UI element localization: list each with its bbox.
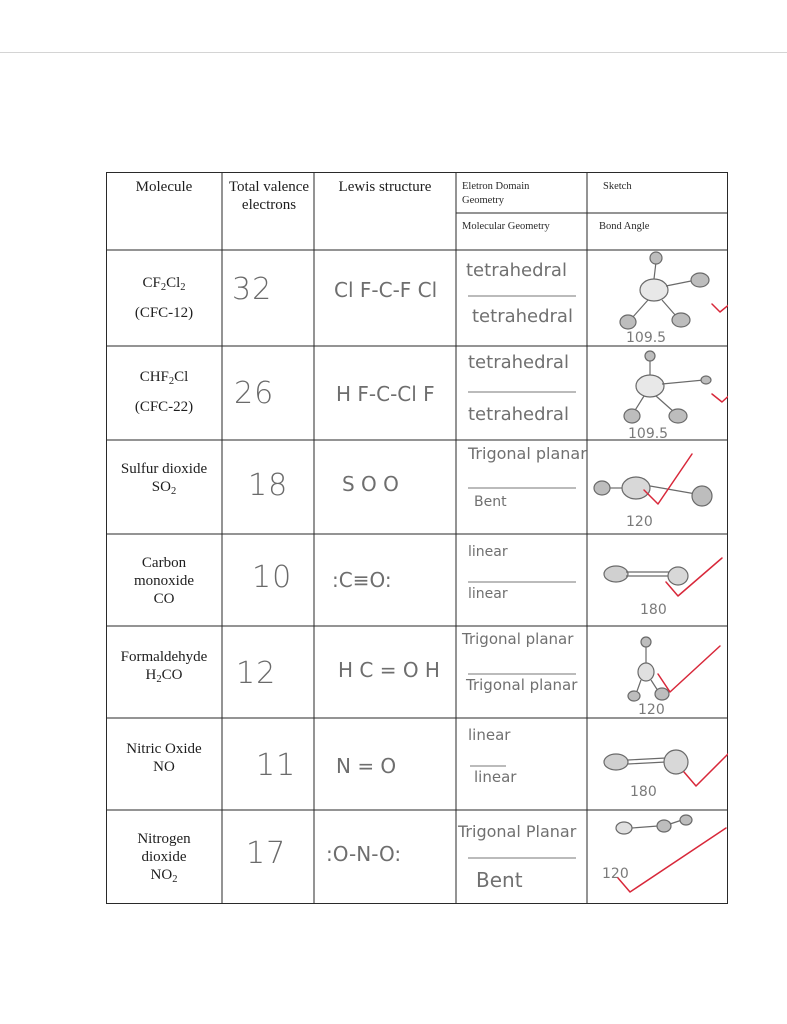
- molecular-geometry: tetrahedral: [472, 306, 573, 327]
- electron-domain-geometry: Trigonal Planar: [458, 822, 577, 841]
- electron-domain-geometry: tetrahedral: [468, 352, 569, 373]
- electron-domain-geometry: linear: [468, 544, 508, 560]
- valence-count: 32: [232, 272, 273, 307]
- electron-domain-geometry: tetrahedral: [466, 260, 567, 281]
- check-mark-5: [658, 646, 720, 692]
- molecule-name: $CHF_2Cl$ (CFC-22): [134, 369, 194, 415]
- sketch-cf2cl2: [620, 252, 709, 329]
- valence-count: 11: [256, 748, 297, 783]
- molecular-geometry: Trigonal planar: [466, 676, 578, 694]
- sketch-h2co: [628, 637, 669, 701]
- molecule-name: $CF_2Cl_2$ (CFC-12): [134, 275, 194, 321]
- sketch-no2: [616, 815, 692, 834]
- lewis-structure: :O-N-O:: [326, 842, 402, 866]
- check-mark-1: [712, 294, 728, 312]
- electron-domain-geometry: linear: [468, 726, 511, 744]
- scan-page-edge: [0, 52, 787, 53]
- header-molecule: Molecule: [135, 179, 193, 195]
- bond-angle: 180: [630, 784, 657, 800]
- lewis-structure: N = O: [336, 754, 397, 778]
- sketch-co: [604, 566, 688, 585]
- molecule-name: Carbon monoxide CO: [134, 555, 194, 607]
- bond-angle: 109.5: [626, 330, 667, 346]
- molecular-geometry: Bent: [474, 494, 507, 510]
- molecule-name: Sulfur dioxide $SO_2$: [120, 461, 208, 497]
- bond-angle: 109.5: [628, 426, 669, 442]
- valence-count: 12: [236, 656, 277, 691]
- molecule-name: Nitrogen dioxide $NO_2$: [137, 831, 191, 885]
- sketch-so2: [594, 477, 712, 506]
- sketch-no: [604, 750, 688, 774]
- bond-angle: 180: [640, 602, 667, 618]
- worksheet-table: [106, 172, 728, 904]
- lewis-structure: Cl F-C-F Cl: [334, 278, 438, 302]
- molecular-geometry: linear: [468, 586, 508, 602]
- lewis-structure: :C≡O:: [332, 568, 392, 592]
- bond-angle: 120: [638, 702, 665, 718]
- molecular-geometry: tetrahedral: [468, 404, 569, 425]
- bond-angle: 120: [626, 514, 653, 530]
- valence-count: 18: [248, 468, 289, 503]
- header-sketch: Sketch: [603, 181, 632, 192]
- header-lewis-structure: Lewis structure: [338, 179, 432, 195]
- bond-angle: 120: [602, 866, 629, 882]
- check-mark-3: [644, 454, 692, 504]
- header-molecular-geometry: Molecular Geometry: [462, 221, 550, 232]
- molecular-geometry: linear: [474, 768, 517, 786]
- molecular-geometry: Bent: [476, 868, 523, 892]
- lewis-structure: S O O: [342, 472, 399, 496]
- sketch-chf2cl: [624, 351, 711, 423]
- lewis-structure: H F-C-Cl F: [336, 382, 435, 406]
- check-mark-7: [618, 828, 726, 892]
- electron-domain-geometry: Trigonal planar: [468, 444, 587, 463]
- header-electron-domain-geometry: Eletron Domain Geometry: [462, 181, 530, 206]
- molecule-sketches: [106, 172, 728, 904]
- valence-count: 26: [234, 376, 275, 411]
- valence-count: 10: [252, 560, 293, 595]
- check-mark-2: [712, 380, 728, 402]
- lewis-structure: H C = O H: [338, 658, 440, 682]
- header-bond-angle: Bond Angle: [599, 221, 650, 232]
- electron-domain-geometry: Trigonal planar: [462, 630, 574, 648]
- molecule-name: Formaldehyde $H_2CO$: [120, 649, 208, 685]
- molecule-name: Nitric Oxide NO: [126, 741, 202, 775]
- valence-count: 17: [246, 836, 287, 871]
- header-total-valence: Total valence electrons: [228, 179, 310, 213]
- check-mark-6: [684, 742, 728, 786]
